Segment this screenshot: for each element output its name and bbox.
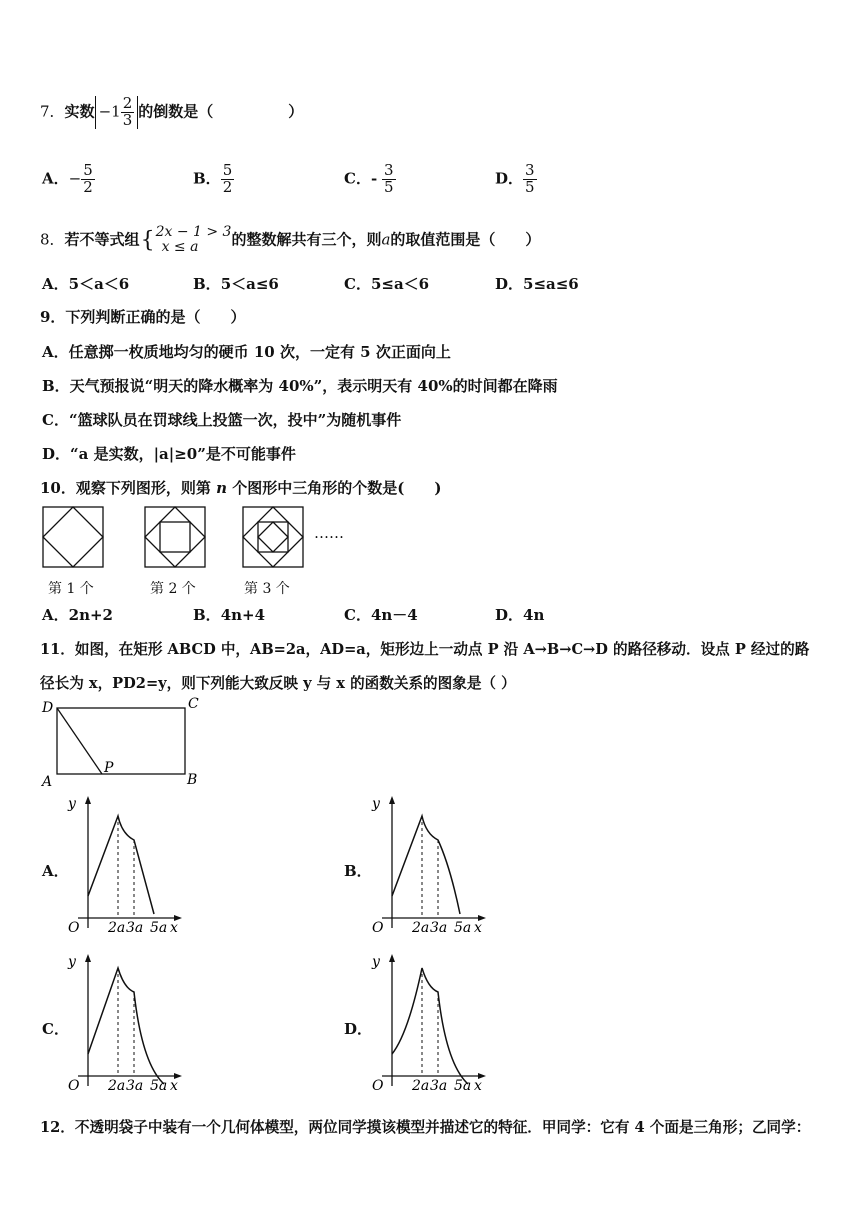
q11-option-b-label[interactable]: B． (344, 862, 372, 880)
q9-option-a[interactable]: A．任意掷一枚质地均匀的硬币 10 次，一定有 5 次正面向上 (42, 343, 451, 361)
q10-option-c[interactable]: C．4n－4 (344, 606, 418, 624)
label-p: P (104, 760, 114, 776)
label-d: D (42, 700, 54, 716)
tick-3a: 3a (430, 920, 448, 936)
q8-option-d[interactable]: D．5≤a≤6 (495, 275, 579, 293)
q8-option-a[interactable]: A．5＜a＜6 (42, 275, 130, 293)
y-label: y (372, 954, 380, 970)
tick-5a: 5a (454, 920, 472, 936)
label-a: A (42, 774, 53, 790)
origin-label: O (68, 1078, 80, 1094)
function-curve (392, 816, 460, 914)
tick-3a: 3a (430, 1078, 448, 1094)
x-label: x (170, 1078, 178, 1094)
q11-stem-line1: 11．如图，在矩形 ABCD 中，AB=2a，AD=a，矩形边上一动点 P 沿 A→B→C→D 的路径移动．设点 P 经过的路 (40, 641, 810, 658)
q7-stem: 7．实数 −1 $\frac{2}{3}$ 的倒数是（ ） (40, 94, 304, 129)
q7-option-b[interactable]: B． $\frac{5}{2}$ (193, 161, 233, 196)
label-c: C (188, 696, 199, 712)
q11-option-a-label[interactable]: A． (42, 862, 69, 880)
q9-stem: 9．下列判断正确的是（ ） (40, 308, 246, 326)
tick-5a: 5a (150, 1078, 168, 1094)
x-label: x (474, 1078, 482, 1094)
y-label: y (372, 796, 380, 812)
y-axis-arrow (389, 954, 395, 962)
tick-5a: 5a (454, 1078, 472, 1094)
q10-stem: 10．观察下列图形，则第 n 个图形中三角形的个数是( ) (40, 479, 442, 497)
label-b: B (187, 772, 198, 788)
tick-3a: 3a (126, 1078, 144, 1094)
q7-option-d[interactable]: D． $\frac{3}{5}$ (495, 161, 535, 196)
tick-2a: 2a (412, 920, 430, 936)
q10-ellipsis: …… (314, 524, 344, 542)
q11-graph-b (368, 796, 498, 946)
q11-option-d-label[interactable]: D． (344, 1020, 373, 1038)
y-axis-arrow (85, 954, 91, 962)
q10-figure-3 (242, 506, 304, 568)
abs-value: −1 $\frac{2}{3}$ (95, 96, 139, 129)
q10-figure-2 (144, 506, 206, 568)
q11-option-c-label[interactable]: C． (42, 1020, 69, 1038)
origin-label: O (372, 920, 384, 936)
q10-figure-1 (42, 506, 104, 568)
q10-option-a[interactable]: A．2n+2 (42, 606, 113, 624)
tick-2a: 2a (108, 920, 126, 936)
x-label: x (474, 920, 482, 936)
q10-caption-1: 第 1 个 (48, 581, 94, 597)
q11-rectangle-figure (38, 696, 208, 788)
function-curve (88, 816, 154, 914)
q11-graph-a (64, 796, 194, 946)
q7-option-c[interactable]: C．- $\frac{3}{5}$ (344, 161, 394, 196)
q8-stem: 8．若不等式组{ 2x − 1 > 3 x ≤ a 的整数解共有三个，则a的取值范围是（ ） (40, 224, 541, 256)
origin-label: O (68, 920, 80, 936)
y-label: y (68, 954, 76, 970)
y-axis-arrow (389, 796, 395, 804)
q9-option-d[interactable]: D．“a 是实数，|a|≥0”是不可能事件 (42, 445, 296, 463)
tick-2a: 2a (412, 1078, 430, 1094)
function-curve (392, 968, 468, 1084)
q8-option-b[interactable]: B．5＜a≤6 (193, 275, 279, 293)
q10-caption-2: 第 2 个 (150, 581, 196, 597)
q11-graph-c (64, 954, 194, 1104)
q10-caption-3: 第 3 个 (244, 581, 290, 597)
tick-3a: 3a (126, 920, 144, 936)
tick-5a: 5a (150, 920, 168, 936)
q12-stem: 12．不透明袋子中装有一个几何体模型，两位同学摸该模型并描述它的特征．甲同学：它有 4 个面是三角形；乙同学： (40, 1119, 811, 1136)
q7-option-a[interactable]: A．− $\frac{5}{2}$ (42, 161, 93, 196)
y-axis-arrow (85, 796, 91, 804)
q9-option-b[interactable]: B．天气预报说“明天的降水概率为 40%”，表示明天有 40%的时间都在降雨 (42, 377, 558, 395)
origin-label: O (372, 1078, 384, 1094)
y-label: y (68, 796, 76, 812)
q11-stem-line2: 径长为 x，PD2=y，则下列能大致反映 y 与 x 的函数关系的图象是（ ） (40, 675, 516, 692)
tick-2a: 2a (108, 1078, 126, 1094)
q10-option-b[interactable]: B．4n+4 (193, 606, 266, 624)
function-curve (88, 968, 164, 1084)
q8-option-c[interactable]: C．5≤a＜6 (344, 275, 430, 293)
q10-option-d[interactable]: D．4n (495, 606, 545, 624)
q11-graph-d (368, 954, 498, 1104)
q9-option-c[interactable]: C．“篮球队员在罚球线上投篮一次，投中”为随机事件 (42, 411, 402, 429)
x-label: x (170, 920, 178, 936)
